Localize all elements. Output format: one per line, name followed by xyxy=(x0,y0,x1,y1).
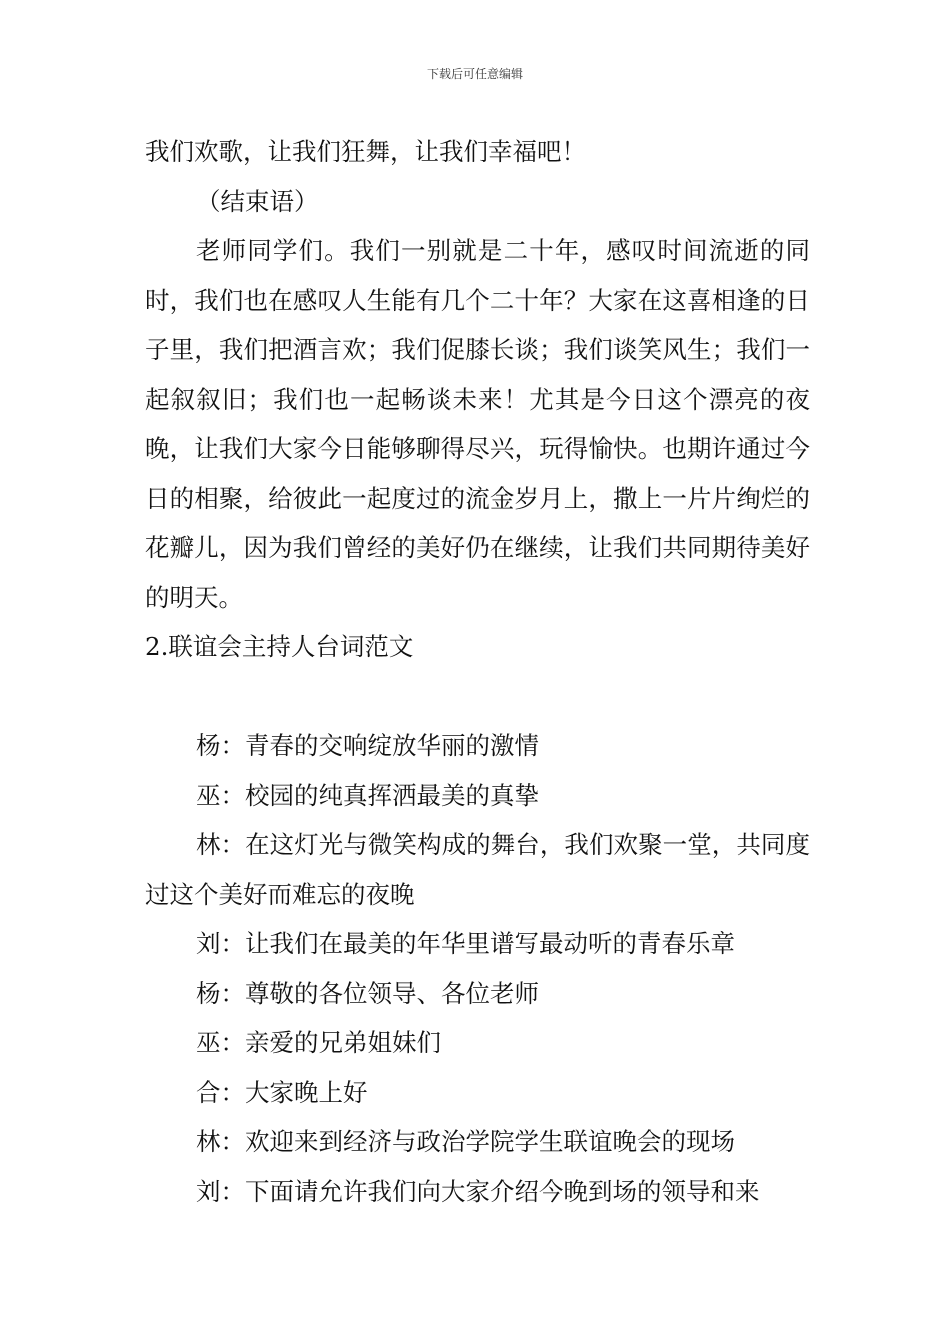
dialogue-line: 刘：下面请允许我们向大家介绍今晚到场的领导和来 xyxy=(196,1176,760,1206)
dialogue-line: 林：欢迎来到经济与政治学院学生联谊晚会的现场 xyxy=(196,1127,735,1156)
dialogue-line: 合：大家晚上好 xyxy=(196,1077,368,1107)
section-title: 2.联谊会主持人台词范文 xyxy=(145,632,414,661)
dialogue-line: 杨：青春的交响绽放华丽的激情 xyxy=(196,731,539,760)
dialogue-line: 林：在这灯光与微笑构成的舞台，我们欢聚一堂，共同度过这个美好而难忘的夜晚 xyxy=(145,830,810,909)
page-header-note: 下载后可任意编辑 xyxy=(426,67,523,81)
document-body xyxy=(145,127,810,1216)
dialogue-line: 杨：尊敬的各位领导、各位老师 xyxy=(196,978,539,1008)
blank-line xyxy=(145,672,810,722)
closing-line: 我们欢歌，让我们狂舞，让我们幸福吧！ xyxy=(145,137,586,166)
dialogue-line: 巫：校园的纯真挥洒最美的真挚 xyxy=(196,780,539,810)
dialogue-line: 刘：让我们在最美的年华里谱写最动听的青春乐章 xyxy=(196,929,735,958)
dialogue-line: 巫：亲爱的兄弟姐妹们 xyxy=(196,1028,441,1057)
closing-remarks-label: （结束语） xyxy=(196,186,319,216)
closing-paragraph: 老师同学们。我们一别就是二十年，感叹时间流逝的同时，我们也在感叹人生能有几个二十年？大家在这喜相逢的日子里，我们把酒言欢；我们促膝长谈；我们谈笑风生；我们一起叙叙旧；我们也一起畅谈未来！尤其是今日这个漂亮的夜晚，让我们大家今日能够聊得尽兴，玩得愉快。也期许通过今日的相聚，给彼此一起度过的流金岁月上，撒上一片片绚烂的花瓣儿，因为我们曾经的美好仍在继续，让我们共同期待美好的明天。 xyxy=(145,236,810,612)
